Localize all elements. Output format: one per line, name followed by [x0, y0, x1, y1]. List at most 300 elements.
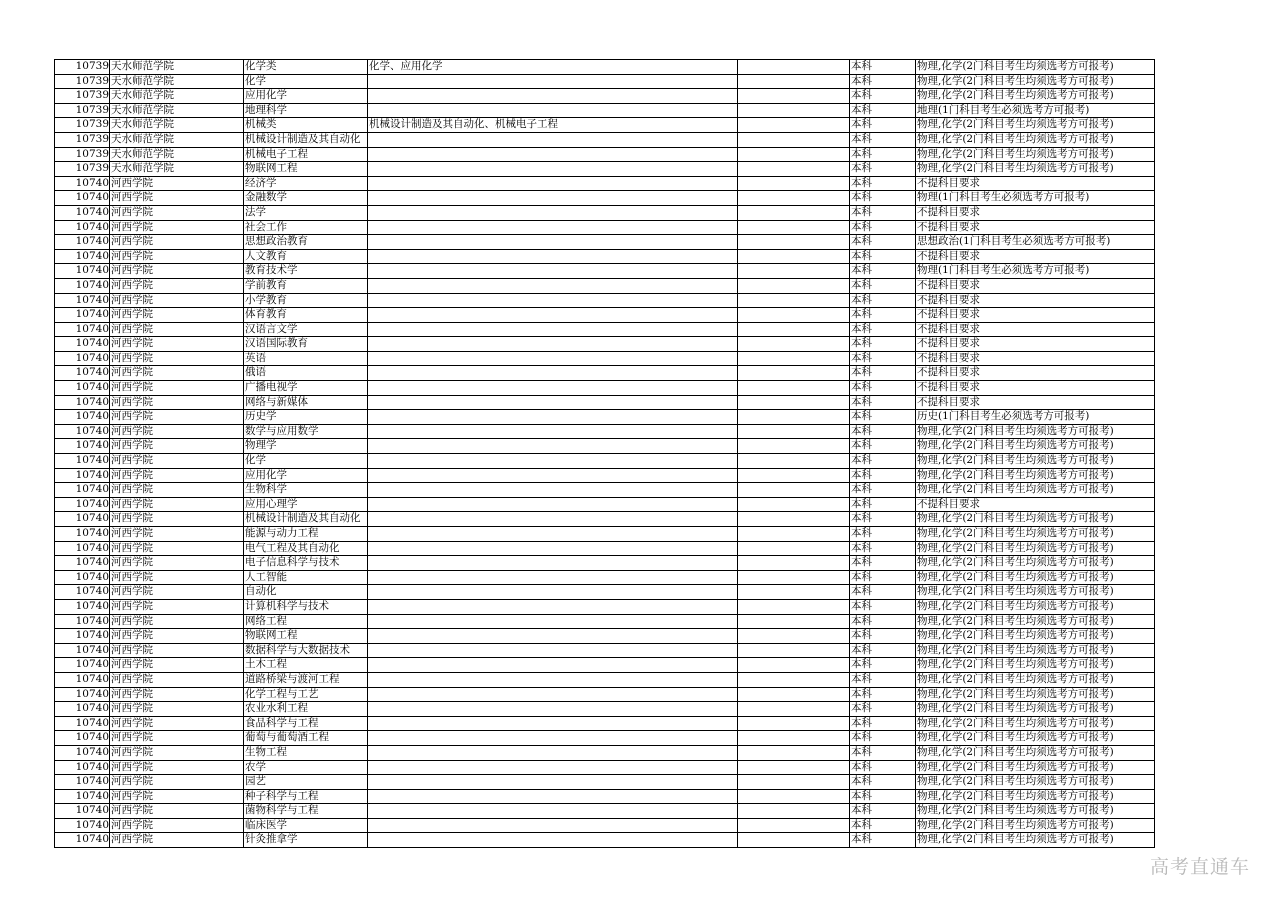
major-name-cell: 机械设计制造及其自动化: [244, 132, 368, 147]
school-name-cell: 河西学院: [110, 818, 244, 833]
level-cell: 本科: [850, 527, 916, 542]
major-name-cell: 物联网工程: [244, 629, 368, 644]
included-majors-cell: [368, 833, 738, 848]
level-cell: 本科: [850, 643, 916, 658]
level-cell: 本科: [850, 716, 916, 731]
school-code-cell: 10740: [55, 337, 110, 352]
included-majors-cell: [368, 439, 738, 454]
table-row: [55, 424, 1155, 439]
note-cell: [738, 308, 850, 323]
included-majors-cell: [368, 760, 738, 775]
included-majors-cell: [368, 702, 738, 717]
major-name-cell: 农学: [244, 760, 368, 775]
school-code-cell: 10740: [55, 395, 110, 410]
note-cell: [738, 60, 850, 75]
school-name-cell: 天水师范学院: [110, 162, 244, 177]
level-cell: 本科: [850, 322, 916, 337]
subject-requirement-cell: 不提科目要求: [916, 497, 1155, 512]
subject-requirement-cell: 物理,化学(2门科目考生均须选考方可报考): [916, 454, 1155, 469]
level-cell: 本科: [850, 162, 916, 177]
major-name-cell: 人工智能: [244, 570, 368, 585]
level-cell: 本科: [850, 74, 916, 89]
major-name-cell: 应用化学: [244, 468, 368, 483]
major-name-cell: 社会工作: [244, 220, 368, 235]
level-cell: 本科: [850, 103, 916, 118]
school-code-cell: 10740: [55, 235, 110, 250]
subject-requirement-cell: 不提科目要求: [916, 337, 1155, 352]
included-majors-cell: [368, 804, 738, 819]
level-cell: 本科: [850, 585, 916, 600]
table-row: [55, 731, 1155, 746]
school-code-cell: 10740: [55, 454, 110, 469]
table-row: [55, 191, 1155, 206]
school-name-cell: 河西学院: [110, 833, 244, 848]
major-name-cell: 法学: [244, 205, 368, 220]
subject-requirement-cell: 不提科目要求: [916, 249, 1155, 264]
school-name-cell: 河西学院: [110, 527, 244, 542]
major-name-cell: 地理科学: [244, 103, 368, 118]
school-name-cell: 河西学院: [110, 468, 244, 483]
subject-requirement-cell: 物理,化学(2门科目考生均须选考方可报考): [916, 570, 1155, 585]
subject-requirement-cell: 物理,化学(2门科目考生均须选考方可报考): [916, 629, 1155, 644]
school-code-cell: 10740: [55, 308, 110, 323]
level-cell: 本科: [850, 366, 916, 381]
level-cell: 本科: [850, 381, 916, 396]
subject-requirement-cell: 不提科目要求: [916, 176, 1155, 191]
table-row: [55, 585, 1155, 600]
school-code-cell: 10740: [55, 672, 110, 687]
school-code-cell: 10740: [55, 497, 110, 512]
school-name-cell: 河西学院: [110, 512, 244, 527]
table-row: [55, 527, 1155, 542]
table-row: [55, 775, 1155, 790]
school-code-cell: 10740: [55, 410, 110, 425]
school-code-cell: 10740: [55, 366, 110, 381]
included-majors-cell: [368, 162, 738, 177]
major-name-cell: 数学与应用数学: [244, 424, 368, 439]
level-cell: 本科: [850, 702, 916, 717]
level-cell: 本科: [850, 264, 916, 279]
school-code-cell: 10740: [55, 249, 110, 264]
included-majors-cell: [368, 191, 738, 206]
included-majors-cell: [368, 454, 738, 469]
subject-requirement-cell: 物理,化学(2门科目考生均须选考方可报考): [916, 745, 1155, 760]
subject-requirement-cell: 物理,化学(2门科目考生均须选考方可报考): [916, 731, 1155, 746]
level-cell: 本科: [850, 439, 916, 454]
major-name-cell: 葡萄与葡萄酒工程: [244, 731, 368, 746]
school-code-cell: 10739: [55, 147, 110, 162]
school-code-cell: 10739: [55, 89, 110, 104]
note-cell: [738, 395, 850, 410]
included-majors-cell: [368, 264, 738, 279]
major-name-cell: 化学类: [244, 60, 368, 75]
level-cell: 本科: [850, 176, 916, 191]
major-name-cell: 食品科学与工程: [244, 716, 368, 731]
table-row: [55, 512, 1155, 527]
subject-requirement-cell: 物理(1门科目考生必须选考方可报考): [916, 191, 1155, 206]
table-row: [55, 745, 1155, 760]
note-cell: [738, 162, 850, 177]
subject-requirement-cell: 物理,化学(2门科目考生均须选考方可报考): [916, 760, 1155, 775]
included-majors-cell: [368, 410, 738, 425]
school-code-cell: 10740: [55, 424, 110, 439]
school-name-cell: 天水师范学院: [110, 147, 244, 162]
school-code-cell: 10740: [55, 220, 110, 235]
school-code-cell: 10740: [55, 804, 110, 819]
note-cell: [738, 629, 850, 644]
school-code-cell: 10740: [55, 483, 110, 498]
included-majors-cell: [368, 731, 738, 746]
table-row: [55, 395, 1155, 410]
major-name-cell: 历史学: [244, 410, 368, 425]
school-name-cell: 天水师范学院: [110, 103, 244, 118]
table-row: [55, 614, 1155, 629]
subject-requirement-cell: 物理,化学(2门科目考生均须选考方可报考): [916, 541, 1155, 556]
school-name-cell: 河西学院: [110, 629, 244, 644]
table-row: [55, 570, 1155, 585]
note-cell: [738, 74, 850, 89]
table-row: [55, 278, 1155, 293]
school-name-cell: 河西学院: [110, 789, 244, 804]
school-code-cell: 10740: [55, 818, 110, 833]
included-majors-cell: [368, 132, 738, 147]
table-row: [55, 643, 1155, 658]
table-row: [55, 760, 1155, 775]
major-name-cell: 经济学: [244, 176, 368, 191]
included-majors-cell: [368, 235, 738, 250]
note-cell: [738, 672, 850, 687]
included-majors-cell: [368, 278, 738, 293]
level-cell: 本科: [850, 789, 916, 804]
subject-requirement-cell: 不提科目要求: [916, 322, 1155, 337]
school-name-cell: 河西学院: [110, 293, 244, 308]
level-cell: 本科: [850, 60, 916, 75]
school-name-cell: 河西学院: [110, 322, 244, 337]
major-name-cell: 针灸推拿学: [244, 833, 368, 848]
major-name-cell: 网络与新媒体: [244, 395, 368, 410]
school-name-cell: 河西学院: [110, 381, 244, 396]
included-majors-cell: [368, 585, 738, 600]
level-cell: 本科: [850, 351, 916, 366]
school-name-cell: 天水师范学院: [110, 74, 244, 89]
included-majors-cell: 化学、应用化学: [368, 60, 738, 75]
included-majors-cell: [368, 775, 738, 790]
subject-requirement-cell: 物理,化学(2门科目考生均须选考方可报考): [916, 132, 1155, 147]
subject-requirement-cell: 物理,化学(2门科目考生均须选考方可报考): [916, 672, 1155, 687]
major-name-cell: 生物工程: [244, 745, 368, 760]
table-row: [55, 702, 1155, 717]
table-row: [55, 439, 1155, 454]
school-name-cell: 河西学院: [110, 395, 244, 410]
note-cell: [738, 337, 850, 352]
included-majors-cell: [368, 570, 738, 585]
included-majors-cell: [368, 658, 738, 673]
note-cell: [738, 264, 850, 279]
school-name-cell: 河西学院: [110, 556, 244, 571]
included-majors-cell: [368, 293, 738, 308]
school-name-cell: 河西学院: [110, 702, 244, 717]
table-row: [55, 147, 1155, 162]
school-name-cell: 河西学院: [110, 308, 244, 323]
table-row: [55, 74, 1155, 89]
subject-requirement-cell: 物理,化学(2门科目考生均须选考方可报考): [916, 614, 1155, 629]
school-code-cell: 10740: [55, 745, 110, 760]
included-majors-cell: [368, 74, 738, 89]
major-name-cell: 俄语: [244, 366, 368, 381]
major-name-cell: 自动化: [244, 585, 368, 600]
school-name-cell: 河西学院: [110, 775, 244, 790]
note-cell: [738, 541, 850, 556]
table-row: [55, 468, 1155, 483]
level-cell: 本科: [850, 760, 916, 775]
included-majors-cell: [368, 483, 738, 498]
school-code-cell: 10740: [55, 789, 110, 804]
note-cell: [738, 454, 850, 469]
table-row: [55, 599, 1155, 614]
school-name-cell: 河西学院: [110, 731, 244, 746]
table-row: [55, 410, 1155, 425]
level-cell: 本科: [850, 454, 916, 469]
school-name-cell: 河西学院: [110, 658, 244, 673]
subject-requirement-cell: 历史(1门科目考生必须选考方可报考): [916, 410, 1155, 425]
level-cell: 本科: [850, 804, 916, 819]
major-name-cell: 数据科学与大数据技术: [244, 643, 368, 658]
note-cell: [738, 103, 850, 118]
school-name-cell: 河西学院: [110, 497, 244, 512]
note-cell: [738, 220, 850, 235]
table-row: [55, 483, 1155, 498]
note-cell: [738, 731, 850, 746]
school-name-cell: 河西学院: [110, 249, 244, 264]
subject-requirement-cell: 物理,化学(2门科目考生均须选考方可报考): [916, 89, 1155, 104]
subject-requirement-cell: 不提科目要求: [916, 351, 1155, 366]
included-majors-cell: [368, 205, 738, 220]
note-cell: [738, 687, 850, 702]
included-majors-cell: [368, 468, 738, 483]
school-name-cell: 河西学院: [110, 264, 244, 279]
school-name-cell: 河西学院: [110, 337, 244, 352]
note-cell: [738, 658, 850, 673]
major-name-cell: 电气工程及其自动化: [244, 541, 368, 556]
table-row: [55, 497, 1155, 512]
school-code-cell: 10740: [55, 512, 110, 527]
included-majors-cell: [368, 220, 738, 235]
school-name-cell: 天水师范学院: [110, 60, 244, 75]
table-row: [55, 293, 1155, 308]
note-cell: [738, 132, 850, 147]
note-cell: [738, 614, 850, 629]
included-majors-cell: [368, 103, 738, 118]
included-majors-cell: [368, 527, 738, 542]
school-code-cell: 10740: [55, 278, 110, 293]
major-name-cell: 体育教育: [244, 308, 368, 323]
subject-requirement-cell: 物理,化学(2门科目考生均须选考方可报考): [916, 439, 1155, 454]
included-majors-cell: [368, 395, 738, 410]
note-cell: [738, 424, 850, 439]
level-cell: 本科: [850, 293, 916, 308]
table-row: [55, 337, 1155, 352]
level-cell: 本科: [850, 395, 916, 410]
subject-requirement-cell: 物理,化学(2门科目考生均须选考方可报考): [916, 585, 1155, 600]
school-name-cell: 河西学院: [110, 760, 244, 775]
level-cell: 本科: [850, 745, 916, 760]
level-cell: 本科: [850, 483, 916, 498]
note-cell: [738, 818, 850, 833]
level-cell: 本科: [850, 278, 916, 293]
school-code-cell: 10740: [55, 351, 110, 366]
school-code-cell: 10740: [55, 541, 110, 556]
included-majors-cell: 机械设计制造及其自动化、机械电子工程: [368, 118, 738, 133]
table-row: [55, 103, 1155, 118]
subject-requirement-cell: 物理,化学(2门科目考生均须选考方可报考): [916, 658, 1155, 673]
subject-requirement-cell: 物理,化学(2门科目考生均须选考方可报考): [916, 468, 1155, 483]
table-row: [55, 556, 1155, 571]
school-name-cell: 天水师范学院: [110, 132, 244, 147]
table-row: [55, 629, 1155, 644]
school-code-cell: 10740: [55, 439, 110, 454]
subject-requirement-cell: 物理,化学(2门科目考生均须选考方可报考): [916, 118, 1155, 133]
school-name-cell: 河西学院: [110, 643, 244, 658]
school-code-cell: 10739: [55, 103, 110, 118]
major-name-cell: 思想政治教育: [244, 235, 368, 250]
included-majors-cell: [368, 716, 738, 731]
included-majors-cell: [368, 687, 738, 702]
note-cell: [738, 191, 850, 206]
major-name-cell: 菌物科学与工程: [244, 804, 368, 819]
table-row: [55, 132, 1155, 147]
school-name-cell: 河西学院: [110, 439, 244, 454]
level-cell: 本科: [850, 205, 916, 220]
note-cell: [738, 293, 850, 308]
school-code-cell: 10739: [55, 74, 110, 89]
major-name-cell: 小学教育: [244, 293, 368, 308]
included-majors-cell: [368, 629, 738, 644]
subject-requirement-cell: 物理,化学(2门科目考生均须选考方可报考): [916, 833, 1155, 848]
table-row: [55, 322, 1155, 337]
school-code-cell: 10740: [55, 775, 110, 790]
school-code-cell: 10740: [55, 191, 110, 206]
school-name-cell: 河西学院: [110, 424, 244, 439]
school-code-cell: 10740: [55, 468, 110, 483]
level-cell: 本科: [850, 541, 916, 556]
note-cell: [738, 147, 850, 162]
school-name-cell: 河西学院: [110, 585, 244, 600]
note-cell: [738, 833, 850, 848]
school-name-cell: 河西学院: [110, 191, 244, 206]
subject-requirement-cell: 思想政治(1门科目考生必须选考方可报考): [916, 235, 1155, 250]
level-cell: 本科: [850, 235, 916, 250]
table-row: [55, 804, 1155, 819]
table-row: [55, 381, 1155, 396]
note-cell: [738, 643, 850, 658]
level-cell: 本科: [850, 424, 916, 439]
subject-requirement-cell: 物理,化学(2门科目考生均须选考方可报考): [916, 147, 1155, 162]
major-name-cell: 土木工程: [244, 658, 368, 673]
note-cell: [738, 585, 850, 600]
major-name-cell: 应用化学: [244, 89, 368, 104]
note-cell: [738, 89, 850, 104]
school-name-cell: 河西学院: [110, 205, 244, 220]
level-cell: 本科: [850, 570, 916, 585]
school-code-cell: 10740: [55, 702, 110, 717]
level-cell: 本科: [850, 629, 916, 644]
note-cell: [738, 556, 850, 571]
major-name-cell: 机械设计制造及其自动化: [244, 512, 368, 527]
included-majors-cell: [368, 249, 738, 264]
note-cell: [738, 381, 850, 396]
major-name-cell: 电子信息科学与技术: [244, 556, 368, 571]
subject-requirement-cell: 物理,化学(2门科目考生均须选考方可报考): [916, 483, 1155, 498]
subject-requirement-cell: 不提科目要求: [916, 220, 1155, 235]
table-row: [55, 205, 1155, 220]
level-cell: 本科: [850, 556, 916, 571]
table-body: [55, 60, 1155, 848]
table-row: [55, 658, 1155, 673]
major-name-cell: 应用心理学: [244, 497, 368, 512]
table-row: [55, 833, 1155, 848]
major-name-cell: 人文教育: [244, 249, 368, 264]
school-name-cell: 河西学院: [110, 804, 244, 819]
note-cell: [738, 760, 850, 775]
note-cell: [738, 775, 850, 790]
school-name-cell: 天水师范学院: [110, 118, 244, 133]
level-cell: 本科: [850, 468, 916, 483]
school-code-cell: 10740: [55, 527, 110, 542]
major-name-cell: 化学: [244, 74, 368, 89]
included-majors-cell: [368, 745, 738, 760]
table-row: [55, 249, 1155, 264]
included-majors-cell: [368, 789, 738, 804]
school-name-cell: 河西学院: [110, 278, 244, 293]
note-cell: [738, 527, 850, 542]
major-name-cell: 学前教育: [244, 278, 368, 293]
level-cell: 本科: [850, 410, 916, 425]
included-majors-cell: [368, 147, 738, 162]
level-cell: 本科: [850, 220, 916, 235]
note-cell: [738, 278, 850, 293]
school-code-cell: 10740: [55, 658, 110, 673]
level-cell: 本科: [850, 833, 916, 848]
table-row: [55, 687, 1155, 702]
level-cell: 本科: [850, 191, 916, 206]
school-code-cell: 10740: [55, 599, 110, 614]
note-cell: [738, 570, 850, 585]
table-row: [55, 541, 1155, 556]
school-name-cell: 天水师范学院: [110, 89, 244, 104]
note-cell: [738, 322, 850, 337]
school-name-cell: 河西学院: [110, 541, 244, 556]
subject-requirement-cell: 物理,化学(2门科目考生均须选考方可报考): [916, 599, 1155, 614]
included-majors-cell: [368, 614, 738, 629]
included-majors-cell: [368, 176, 738, 191]
major-name-cell: 物理学: [244, 439, 368, 454]
subject-requirement-cell: 物理,化学(2门科目考生均须选考方可报考): [916, 556, 1155, 571]
school-code-cell: 10740: [55, 176, 110, 191]
major-name-cell: 机械电子工程: [244, 147, 368, 162]
level-cell: 本科: [850, 497, 916, 512]
included-majors-cell: [368, 497, 738, 512]
school-code-cell: 10740: [55, 570, 110, 585]
note-cell: [738, 249, 850, 264]
table-row: [55, 235, 1155, 250]
watermark-text: 高考直通车: [1149, 856, 1250, 878]
subject-requirement-cell: 物理,化学(2门科目考生均须选考方可报考): [916, 74, 1155, 89]
subject-requirement-cell: 不提科目要求: [916, 366, 1155, 381]
school-name-cell: 河西学院: [110, 614, 244, 629]
table-row: [55, 89, 1155, 104]
school-name-cell: 河西学院: [110, 672, 244, 687]
level-cell: 本科: [850, 147, 916, 162]
